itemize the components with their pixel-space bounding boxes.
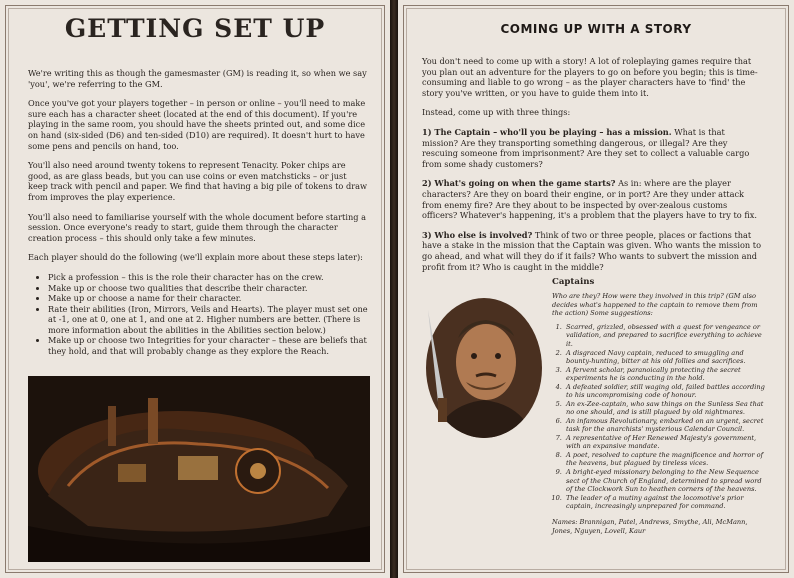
paragraph: We're writing this as though the gamesmaster (GM) is reading it, so when we say 'you', we're referring to the GM.: [28, 68, 367, 89]
setup-steps-list: [28, 272, 368, 357]
list-item: • Pick a profession – this is the role their character has on the crew.: [48, 272, 368, 283]
paragraph: Once you've got your players together – in person or online – you'll need to make sure each has a character sheet (located at the end of this document). If you're playing in the same room, you should have the sheets printed out, and some dice on hand (six-sided (D6) and ten-sided (D10) are required). It doesn't hurt to have some pens and pencils on hand, too.: [28, 98, 366, 151]
question-heading: 1) The Captain – who'll you be playing – has a mission.: [422, 126, 672, 137]
captain-portrait: [414, 290, 544, 440]
list-item: 4. A defeated soldier, still waging old, failed battles according to his uncompromising code of honour.: [564, 383, 766, 400]
list-item: 6. An infamous Revolutionary, embarked on an urgent, secret task for the anarchists' mysterious Calendar Council.: [564, 417, 766, 434]
captains-intro: Who are they? How were they involved in this trip? (GM also decides what's happened to the captain to remove them from the action) Some suggestions:: [552, 292, 758, 317]
paragraph: You'll also need to familiarise yourself with the whole document before starting a session. Once everyone's ready to start, guide them through the character creation process – this should only take a few minutes.: [28, 211, 366, 243]
list-item: • Rate their abilities (Iron, Mirrors, Veils and Hearts). The player must set one at -1, one at 0, one at 1, and one at 2. Higher numbers are better. (There is more information about the abilities in the Abilities section below.): [48, 304, 368, 336]
right-page-title: COMING UP WITH A STORY: [500, 22, 692, 36]
locomotive-illustration: [28, 376, 370, 562]
list-item: 10. The leader of a mutiny against the locomotive's prior captain, increasingly unprepared for command.: [564, 494, 766, 511]
right-page-body: [422, 56, 762, 281]
question-text: Think of two or three people, places or factions that have a stake in the mission that the Captain was given. Who wants the mission to go ahead, and what will they do if it fails? Who wants to subvert the mission and profit from it? Who is caught in the middle?: [422, 229, 762, 272]
paragraph: Instead, come up with three things:: [422, 107, 571, 118]
list-item: • Make up or choose a name for their character.: [48, 293, 368, 304]
question-heading: 2) What's going on when the game starts?: [422, 178, 616, 189]
question-1: [422, 127, 762, 169]
question-text: As in: where are the player characters? Are they on board their engine, or in port? Are they under attack from enemy fire? Are they about to be inspected by over-zealous customs officers? Whatever's happening, it's a problem that the players have to try to fix.: [422, 178, 758, 221]
question-2: [422, 178, 762, 220]
list-item: • Make up or choose two Integrities for your character – these are beliefs that they hold, and that will probably change as they explore the Reach.: [48, 335, 368, 356]
list-item: 7. A representative of Her Renewed Majesty's government, with an expansive mandate.: [564, 434, 766, 451]
question-heading: 3) Who else is involved?: [422, 229, 533, 240]
left-page-body: [28, 68, 368, 357]
list-item: 9. A bright-eyed missionary belonging to the New Sequence sect of the Church of England, determined to spread word of the Clockwork Sun to heathen corners of the heavens.: [564, 468, 766, 493]
paragraph: You'll also need around twenty tokens to represent Tenacity. Poker chips are good, as are glass beads, but you can use coins or even matchsticks – or just keep track with pencil and paper. We find that having a big pile of tokens to draw from improves the play experience.: [28, 160, 368, 202]
question-3: [422, 230, 762, 272]
captain-names: Names: Brannigan, Patel, Andrews, Smythe, Ali, McMann, Jones, Nguyen, Lovell, Kaur: [552, 518, 748, 535]
question-text: What is that mission? Are they transporting something dangerous, or illegal? Are they rescuing someone from imprisonment? Are they set to collect a valuable cargo from some shady customers?: [422, 126, 750, 169]
captains-heading: Captains: [552, 277, 595, 287]
list-item: 2. A disgraced Navy captain, reduced to smuggling and bounty-hunting, bitter at his old follies and sacrifices.: [564, 349, 766, 366]
book-gutter: [390, 0, 398, 578]
captains-list: [552, 323, 766, 510]
paragraph: You don't need to come up with a story! A lot of roleplaying games require that you plan out an adventure for the players to go on before you begin; this is time-consuming and liable to go wrong – as the player characters have to 'find' the story you've written, or you have to guide them into it.: [422, 56, 758, 98]
left-page-title: GETTING SET UP: [64, 14, 326, 43]
list-item: 1. Scarred, grizzled, obsessed with a quest for vengeance or validation, and prepared to sacrifice everything to achieve it.: [564, 323, 766, 348]
paragraph: Each player should do the following (we'll explain more about these steps later):: [28, 252, 363, 263]
list-item: 3. A fervent scholar, paranoically protecting the secret experiments he is conducting in the hold.: [564, 366, 766, 383]
list-item: 5. An ex-Zee-captain, who saw things on the Sunless Sea that no one should, and is still plagued by old nightmares.: [564, 400, 766, 417]
captains-sidebar: [552, 278, 766, 535]
list-item: 8. A poet, resolved to capture the magnificence and horror of the heavens, but plagued by tireless vices.: [564, 451, 766, 468]
list-item: • Make up or choose two qualities that describe their character.: [48, 283, 368, 294]
